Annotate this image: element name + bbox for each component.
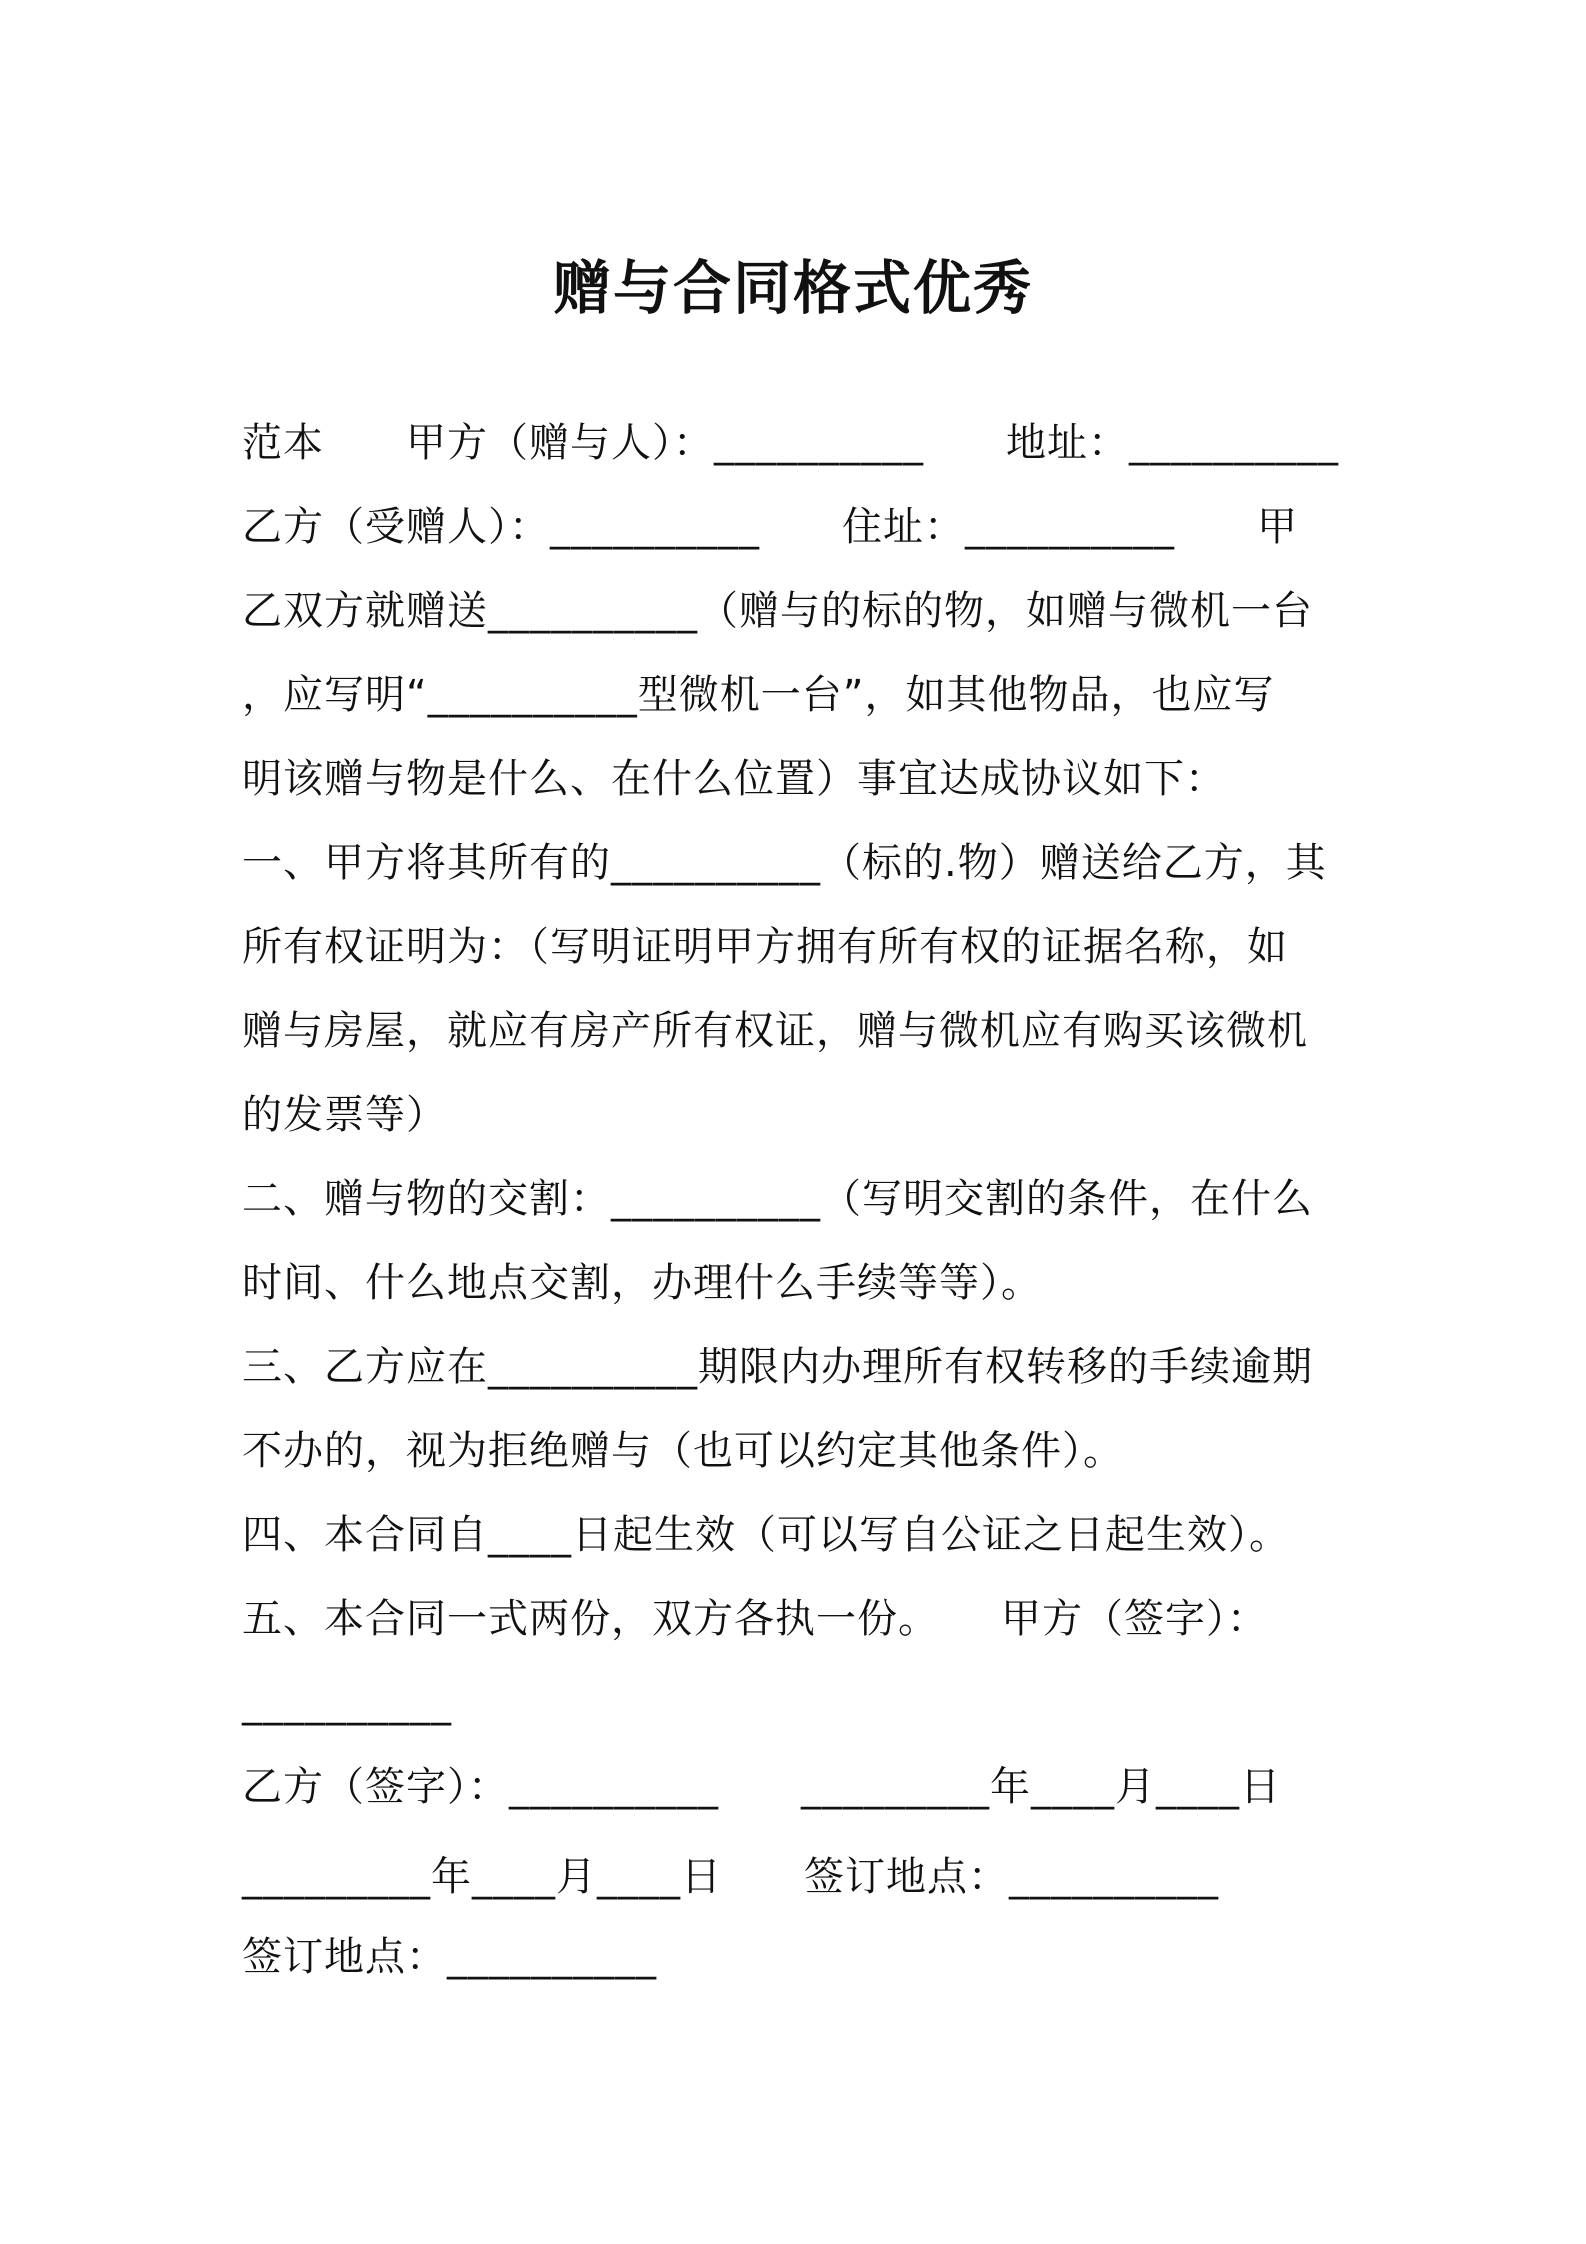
text-line-2: 乙方（受赠人）：__________ 住址：__________ 甲 — [242, 504, 1298, 550]
document-title: 赠与合同格式优秀 — [552, 254, 1033, 322]
text-line-1: 范本 甲方（赠与人）：__________ 地址：__________ — [242, 420, 1339, 466]
text-line-7: 所有权证明为：（写明证明甲方拥有所有权的证据名称，如 — [242, 924, 1288, 970]
text-line-14: 四、本合同自____日起生效（可以写自公证之日起生效）。 — [242, 1512, 1290, 1558]
text-line-19: 签订地点：__________ — [242, 1934, 657, 1980]
text-line-16: __________ — [242, 1680, 452, 1726]
text-line-10: 二、赠与物的交割：__________（写明交割的条件，在什么 — [242, 1176, 1313, 1222]
text-line-4: ，应写明“__________型微机一台”，如其他物品，也应写 — [242, 672, 1275, 718]
text-line-12: 三、乙方应在__________期限内办理所有权转移的手续逾期 — [242, 1344, 1313, 1390]
text-line-11: 时间、什么地点交割，办理什么手续等等）。 — [242, 1260, 1042, 1306]
text-line-8: 赠与房屋，就应有房产所有权证，赠与微机应有购买该微机 — [242, 1008, 1308, 1054]
text-line-17: 乙方（签字）：__________ _________年____月____日 — [242, 1764, 1281, 1810]
text-line-18: _________年____月____日 签订地点：__________ — [242, 1854, 1219, 1900]
text-line-3: 乙双方就赠送__________（赠与的标的物，如赠与微机一台 — [242, 588, 1313, 634]
text-line-9: 的发票等） — [242, 1092, 447, 1138]
text-line-6: 一、甲方将其所有的__________（标的.物）赠送给乙方，其 — [242, 840, 1327, 886]
text-line-5: 明该赠与物是什么、在什么位置）事宜达成协议如下： — [242, 756, 1226, 802]
text-line-13: 不办的，视为拒绝赠与（也可以约定其他条件）。 — [242, 1428, 1124, 1474]
text-line-15: 五、本合同一式两份，双方各执一份。 甲方（签字）： — [242, 1596, 1268, 1642]
